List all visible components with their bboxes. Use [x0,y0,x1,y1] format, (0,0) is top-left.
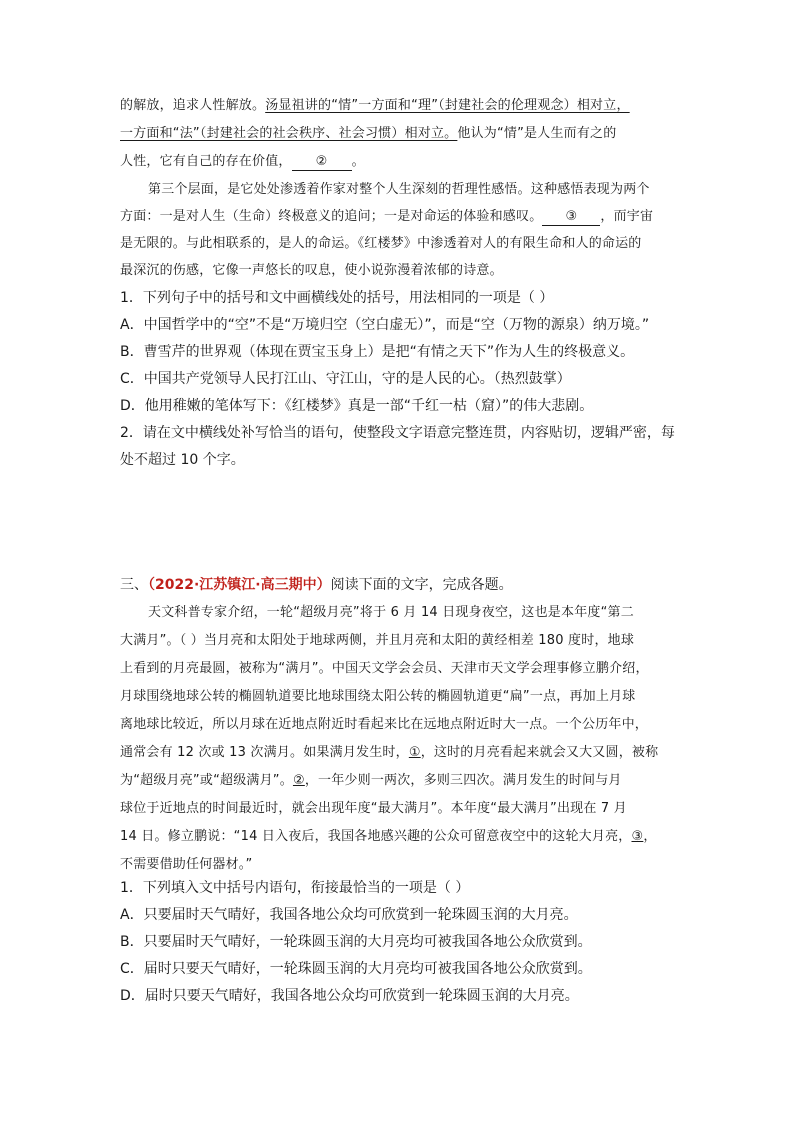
option-a: A．只要届时天气晴好，我国各地公众均可欣赏到一轮珠圆玉润的大月亮。 [120,907,578,923]
passage-line [120,207,653,227]
question-1: 1．下列句子中的括号和文中画横线处的括号，用法相同的一项是（ ） [120,290,554,306]
passage-line: 月球围绕地球公转的椭圆轨道要比地球围绕太阳公转的椭圆轨道更“扁”一点，再加上月球 [120,689,636,704]
question-1: 1．下列填入文中括号内语句，衔接最恰当的一项是（ ） [120,880,470,896]
section-number: 三、 [120,577,148,593]
section-heading [120,575,513,595]
text: ，一年少则一两次，多则三四次。满月发生的时间与月 [304,773,622,788]
passage-line [120,771,622,791]
passage-line: 不需要借助任何器材。” [120,857,253,872]
option-a: A．中国哲学中的“空”不是“万境归空（空白虚无）”，而是“空（万物的源泉）纳万境。” [120,317,650,333]
passage-line [120,827,657,847]
text: ， [643,829,657,844]
text: 人性，它有自己的存在价值， [120,154,292,169]
marker-1: ① [408,745,421,760]
passage-line [120,124,616,144]
passage-line: 上看到的月亮最圆，被称为“满月”。中国天文学会会员、天津市天文学会理事修立鹏介绍， [120,661,649,676]
underlined-text: 一方面和“法”（封建社会的社会秩序、社会习惯）相对立。 [120,126,458,141]
section-title: 阅读下面的文字，完成各题。 [330,577,513,593]
passage-line: 大满月”。（ ）当月亮和太阳处于地球两侧，并且月亮和太阳的黄经相差 180 度时，地球 [120,633,635,648]
passage-line: 最深沉的伤感，它像一声悠长的叹息，使小说弥漫着浓郁的诗意。 [120,263,503,278]
option-b: B．曹雪芹的世界观（体现在贾宝玉身上）是把“有情之天下”作为人生的终极意义。 [120,344,635,360]
passage-line [120,743,658,763]
source-tag: （2022·江苏镇江·高三期中） [148,577,331,593]
passage-line: 是无限的。与此相联系的，是人的命运。《红楼梦》中渗透着对人的有限生命和人的命运的 [120,236,642,251]
question-2-cont: 处不超过 10 个字。 [120,452,245,468]
option-d: D．届时只要天气晴好，我国各地公众均可欣赏到一轮珠圆玉润的大月亮。 [120,988,579,1004]
option-b: B．只要届时天气晴好，一轮珠圆玉润的大月亮均可被我国各地公众欣赏到。 [120,934,592,950]
text: 他认为“情”是人生而有之的 [457,126,617,141]
text: 为“超级月亮”或“超级满月”。 [120,773,293,788]
text: ，而宇宙 [600,209,654,224]
passage-line [120,96,630,116]
text: 。 [351,154,365,169]
passage-line: 第三个层面，是它处处渗透着作家对整个人生深刻的哲理性感悟。这种感悟表现为两个 [148,182,650,197]
question-2: 2．请在文中横线处补写恰当的语句，使整段文字语意完整连贯，内容贴切，逻辑严密，每 [120,425,675,441]
text: 方面：一是对人生（生命）终极意义的追问；一是对命运的体验和感叹。 [120,209,543,224]
text: 的解放，追求人性解放。 [120,98,266,113]
text: 通常会有 12 次或 13 次满月。如果满月发生时， [120,745,409,760]
option-c: C．届时只要天气晴好，一轮珠圆玉润的大月亮均可被我国各地公众欣赏到。 [120,961,592,977]
marker-2: ② [292,773,305,788]
passage-line: 天文科普专家介绍，一轮“超级月亮”将于 6 月 14 日现身夜空，这也是本年度“第二 [148,605,634,620]
option-c: C．中国共产党领导人民打江山、守江山，守的是人民的心。（热烈鼓掌） [120,371,571,387]
fill-blank-2: ② [292,154,352,171]
passage-line [120,152,365,172]
passage-line: 离地球比较近，所以月球在近地点附近时看起来比在远地点附近时大一点。一个公历年中， [120,717,649,732]
text: ，这时的月亮看起来就会又大又圆，被称 [420,745,659,760]
marker-3: ③ [631,829,644,844]
underlined-text: 汤显祖讲的“情”一方面和“理”（封建社会的伦理观念）相对立， [265,98,630,113]
option-d: D．他用稚嫩的笔体写下：《红楼梦》真是一部“千红一枯（窟）”的伟大悲剧。 [120,398,594,414]
passage-line: 球位于近地点的时间最近时，就会出现年度“最大满月”。本年度“最大满月”出现在 7 月 [120,801,627,816]
text: 14 日。修立鹏说：“14 日入夜后，我国各地感兴趣的公众可留意夜空中的这轮大月亮， [120,829,632,844]
fill-blank-3: ③ [542,209,600,226]
